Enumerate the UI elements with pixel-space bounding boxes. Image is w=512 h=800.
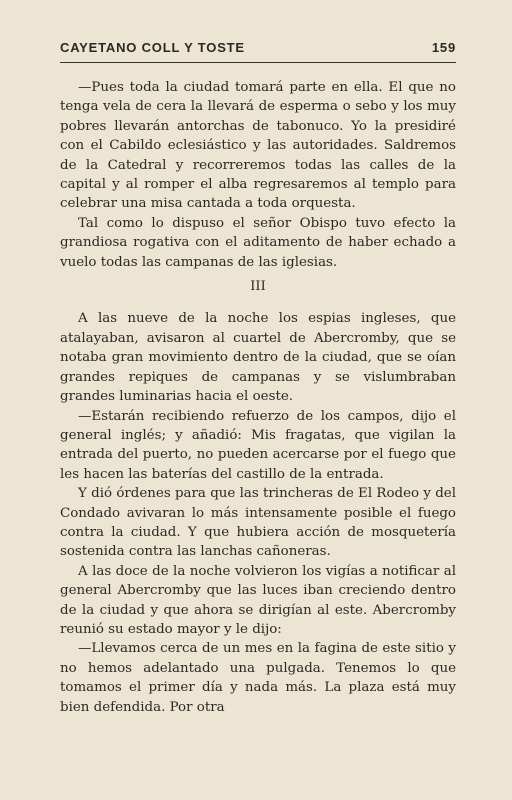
section-heading: III — [250, 279, 266, 295]
paragraph: A las nueve de la noche los espias ingleses, que atalayaban, avisaron al cuartel de Abercromby, que se notaba gran movimiento dentro de la ciudad, que se oían grandes repiques de campanas y se vislumbraban grandes luminarias hacia el oeste. — [60, 311, 456, 405]
page-number: 159 — [431, 40, 456, 55]
page-body — [60, 78, 456, 717]
paragraph: —Llevamos cerca de un mes en la fagina de este sitio y no hemos adelantado una pulgada. Tenemos lo que tomamos el primer día y nada más. La plaza está muy bien defendida. Por otra — [60, 641, 456, 715]
paragraph: —Estarán recibiendo refuerzo de los campos, dijo el general inglés; y añadió: Mis fragatas, que vigilan la entrada del puerto, no pueden acercarse por el fuego que les hacen las baterías del castillo de la entrada. — [60, 408, 456, 482]
running-header — [60, 40, 456, 55]
paragraph: A las doce de la noche volvieron los vigías a notificar al general Abercromby que las luces iban creciendo dentro de la ciudad y que ahora se dirigían al este. Abercromby reunió su estado mayor y le dijo: — [60, 563, 456, 637]
paragraph: Y dió órdenes para que las trincheras de El Rodeo y del Condado avivaran lo más intensamente posible el fuego contra la ciudad. Y que hubiera acción de mosquetería sostenida contra las lanchas cañoneras. — [60, 486, 456, 560]
paragraph: Tal como lo dispuso el señor Obispo tuvo efecto la grandiosa rogativa con el aditamento de haber echado a vuelo todas las campanas de las iglesias. — [60, 215, 456, 270]
running-title: CAYETANO COLL Y TOSTE — [60, 40, 245, 55]
paragraph: —Pues toda la ciudad tomará parte en ella. El que no tenga vela de cera la llevará de esperma o sebo y los muy pobres llevarán antorchas de tabonuco. Yo la presidiré con el Cabildo eclesiástico y las autoridades. Saldremos de la Catedral y recorreremos todas las calles de la capital y al romper el alba regresaremos al templo para celebrar una misa cantada a toda orquesta. — [60, 80, 456, 212]
header-rule — [60, 62, 456, 63]
